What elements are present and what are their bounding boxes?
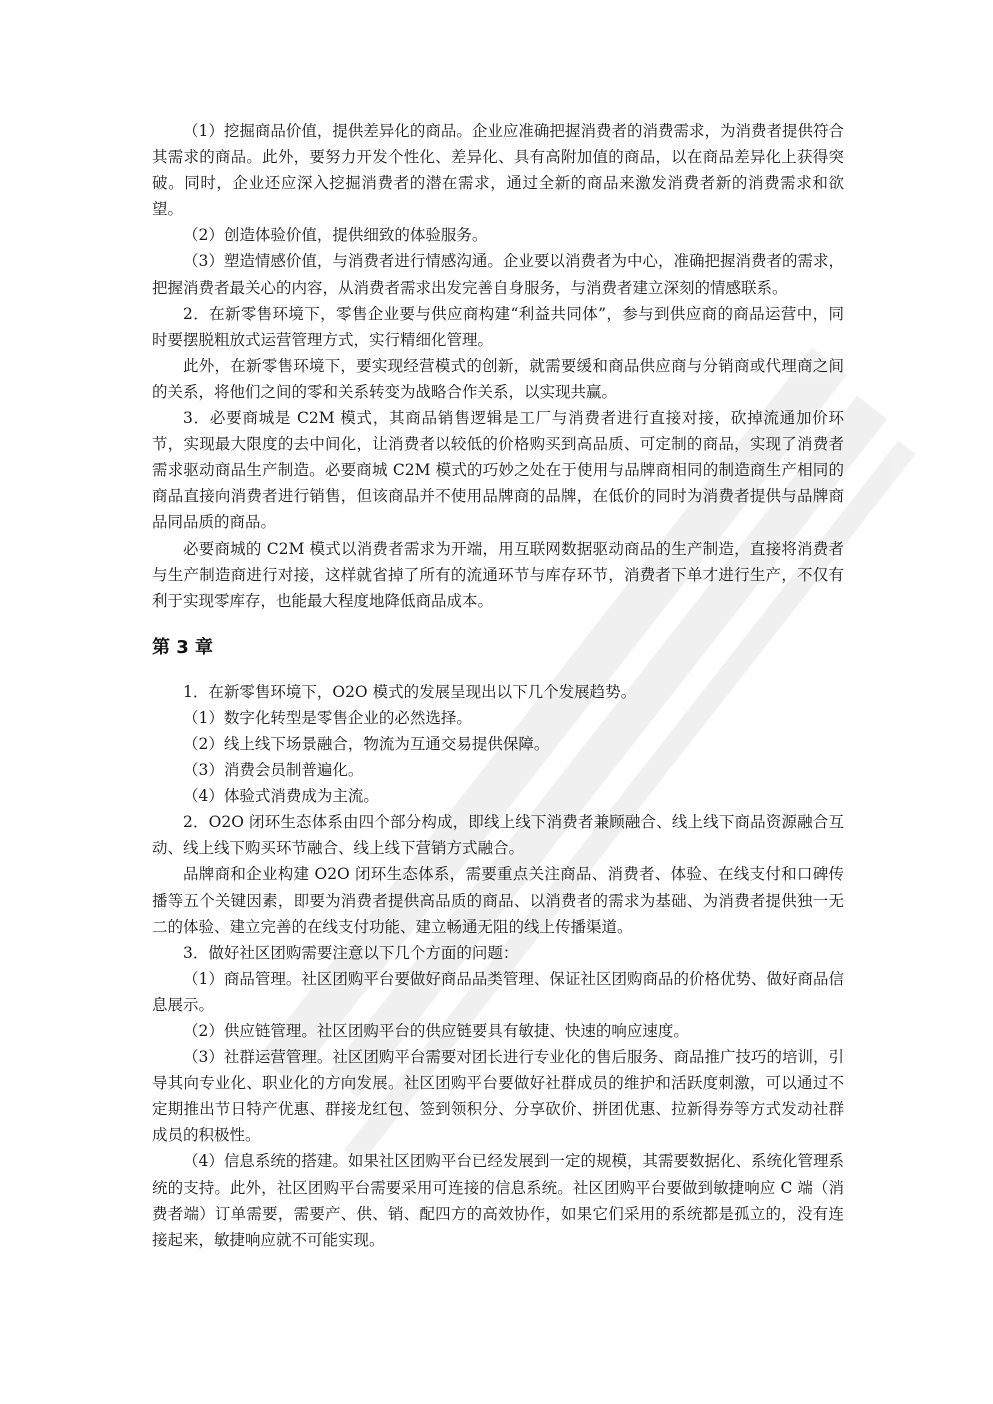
paragraph: 必要商城的 C2M 模式以消费者需求为开端，用互联网数据驱动商品的生产制造，直接将消费者与生产制造商进行对接，这样就省掉了所有的流通环节与库存环节，消费者下单才进行生产，不仅有利于实现零库存，也能最大程度地降低商品成本。 [152, 539, 844, 610]
paragraph: 3．做好社区团购需要注意以下几个方面的问题： [183, 943, 519, 962]
paragraph: （2）供应链管理。社区团购平台的供应链要具有敏捷、快速的响应速度。 [183, 1022, 689, 1040]
paragraph: （1）数字化转型是零售企业的必然选择。 [183, 708, 472, 727]
paragraph: （1）商品管理。社区团购平台要做好商品品类管理、保证社区团购商品的价格优势、做好商品信息展示。 [152, 969, 844, 1014]
paragraph: （1）挖掘商品价值，提供差异化的商品。企业应准确把握消费者的消费需求，为消费者提供符合其需求的商品。此外，要努力开发个性化、差异化、具有高附加值的商品，以在商品差异化上获得突破。同时，企业还应深入挖掘消费者的潜在需求，通过全新的商品来激发消费者新的消费需求和欲望。 [152, 122, 844, 219]
paragraph: （3）社群运营管理。社区团购平台需要对团长进行专业化的售后服务、商品推广技巧的培训，引导其向专业化、职业化的方向发展。社区团购平台要做好社群成员的维护和活跃度刺激，可以通过不定期推出节日特产优惠、群接龙红包、签到领积分、分享砍价、拼团优惠、拉新得券等方式发动社群成员的积极性。 [152, 1048, 844, 1145]
paragraph: （3）消费会员制普遍化。 [183, 761, 364, 780]
paragraph: （4）信息系统的搭建。如果社区团购平台已经发展到一定的规模，其需要数据化、系统化管理系统的支持。此外，社区团购平台需要采用可连接的信息系统。社区团购平台要做到敏捷响应 C 端（消费者端）订单需要，需要产、供、销、配四方的高效协作，如果它们采用的系统都是孤立的，没有连接起来，敏捷响应就不可能实现。 [152, 1152, 844, 1249]
paragraph: （3）塑造情感价值，与消费者进行情感沟通。企业要以消费者为中心，准确把握消费者的需求，把握消费者最关心的内容，从消费者需求出发完善自身服务，与消费者建立深刻的情感联系。 [152, 252, 844, 297]
paragraph: （2）创造体验价值，提供细致的体验服务。 [183, 226, 488, 245]
document-body [152, 118, 844, 1253]
paragraph: 此外，在新零售环境下，要实现经营模式的创新，就需要缓和商品供应商与分销商或代理商之间的关系，将他们之间的零和关系转变为战略合作关系，以实现共赢。 [152, 356, 844, 401]
paragraph: （2）线上线下场景融合，物流为互通交易提供保障。 [183, 734, 550, 753]
chapter-heading: 第 3 章 [152, 636, 214, 658]
paragraph: 2．在新零售环境下，零售企业要与供应商构建“利益共同体”，参与到供应商的商品运营中，同时要摆脱粗放式运营管理方式，实行精细化管理。 [152, 304, 844, 349]
paragraph: 3．必要商城是 C2M 模式，其商品销售逻辑是工厂与消费者进行直接对接，砍掉流通加价环节，实现最大限度的去中间化，让消费者以较低的价格购买到高品质、可定制的商品，实现了消费者需求驱动商品生产制造。必要商城 C2M 模式的巧妙之处在于使用与品牌商相同的制造商生产相同的商品直接向消费者进行销售，但该商品并不使用品牌商的品牌，在低价的同时为消费者提供与品牌商品同品质的商品。 [152, 409, 844, 532]
paragraph: （4）体验式消费成为主流。 [183, 787, 379, 806]
paragraph: 2．O2O 闭环生态体系由四个部分构成，即线上线下消费者兼顾融合、线上线下商品资源融合互动、线上线下购买环节融合、线上线下营销方式融合。 [152, 813, 844, 858]
paragraph: 1．在新零售环境下，O2O 模式的发展呈现出以下几个发展趋势。 [183, 682, 637, 701]
paragraph: 品牌商和企业构建 O2O 闭环生态体系，需要重点关注商品、消费者、体验、在线支付和口碑传播等五个关键因素，即要为消费者提供高品质的商品、以消费者的需求为基础、为消费者提供独一无二的体验、建立完善的在线支付功能、建立畅通无阻的线上传播渠道。 [152, 865, 844, 936]
